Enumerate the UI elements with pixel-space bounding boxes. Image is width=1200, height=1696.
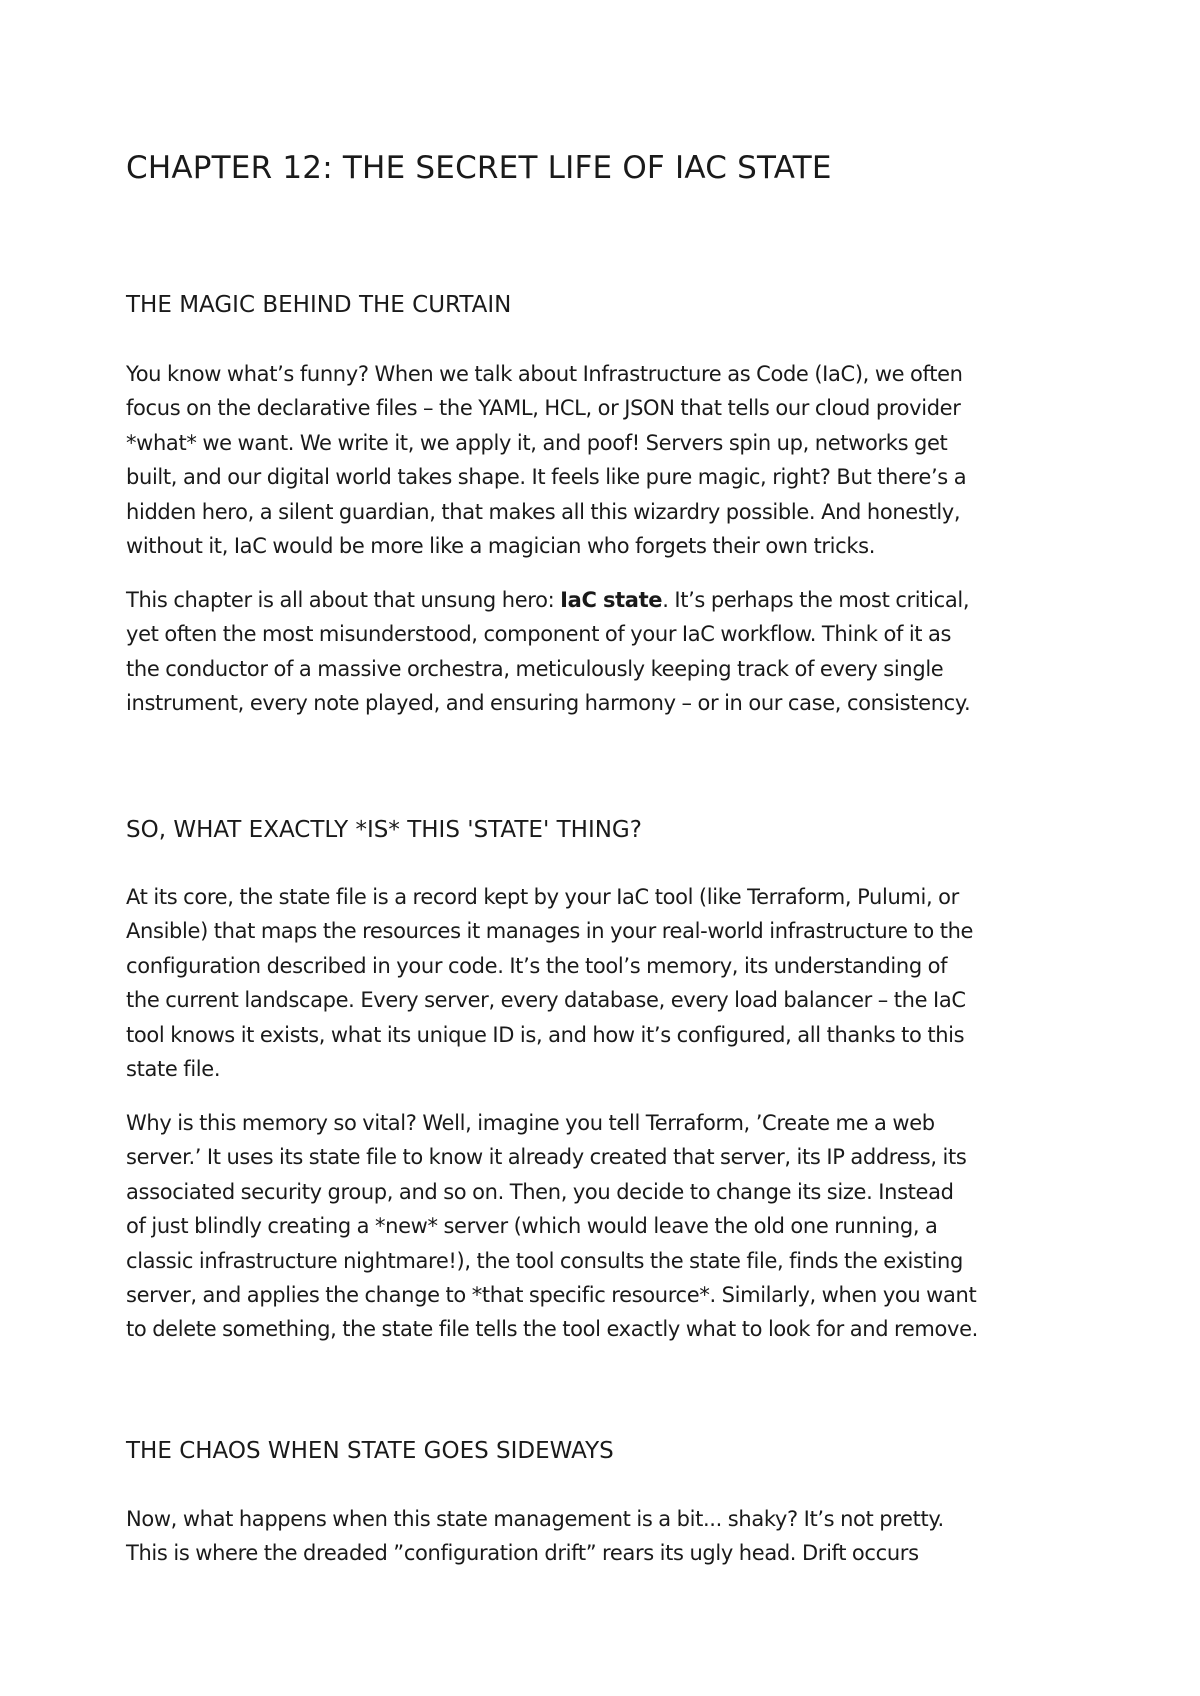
paragraph-line: server, and applies the change to *that specific resource*. Similarly, when you want bbox=[126, 1283, 977, 1308]
paragraph-unsung-hero bbox=[126, 583, 1086, 721]
paragraph-line: Why is this memory so vital? Well, imagine you tell Terraform, ’Create me a web bbox=[126, 1111, 935, 1135]
paragraph-line: instrument, every note played, and ensuring harmony – or in our case, consistency. bbox=[126, 691, 971, 716]
section-heading-what-is-state: SO, WHAT EXACTLY *IS* THIS 'STATE' THING? bbox=[126, 817, 642, 843]
paragraph-line: server.’ It uses its state file to know it already created that server, its IP address, its bbox=[126, 1145, 967, 1170]
paragraph-line: without it, IaC would be more like a magician who forgets their own tricks. bbox=[126, 534, 876, 559]
paragraph-line: focus on the declarative files – the YAML, HCL, or JSON that tells our cloud provider bbox=[126, 396, 961, 421]
paragraph-line: *what* we want. We write it, we apply it, and poof! Servers spin up, networks get bbox=[126, 430, 948, 455]
paragraph-line: configuration described in your code. It’s the tool’s memory, its understanding of bbox=[126, 953, 948, 978]
paragraph-line: the current landscape. Every server, every database, every load balancer – the IaC bbox=[126, 988, 966, 1013]
paragraph-line: to delete something, the state file tells the tool exactly what to look for and remove. bbox=[126, 1317, 978, 1342]
paragraph-line: state file. bbox=[126, 1057, 221, 1082]
section-heading-magic: THE MAGIC BEHIND THE CURTAIN bbox=[126, 292, 512, 318]
paragraph-line: hidden hero, a silent guardian, that makes all this wizardry possible. And honestly, bbox=[126, 499, 961, 524]
paragraph-line: built, and our digital world takes shape. It feels like pure magic, right? But there’s a bbox=[126, 465, 967, 490]
paragraph-line: Now, what happens when this state management is a bit... shaky? It’s not pretty. bbox=[126, 1507, 944, 1531]
paragraph-memory-vital bbox=[126, 1106, 1086, 1347]
paragraph-line: of just blindly creating a *new* server (which would leave the old one running, a bbox=[126, 1214, 938, 1239]
paragraph-line: yet often the most misunderstood, component of your IaC workflow. Think of it as bbox=[126, 622, 952, 647]
paragraph-intro bbox=[126, 357, 1086, 563]
text-run: This chapter is all about that unsung hero: bbox=[126, 588, 561, 612]
section-heading-chaos: THE CHAOS WHEN STATE GOES SIDEWAYS bbox=[126, 1438, 614, 1464]
paragraph-line: tool knows it exists, what its unique ID is, and how it’s configured, all thanks to this bbox=[126, 1022, 965, 1047]
text-run: . It’s perhaps the most critical, bbox=[662, 588, 970, 612]
paragraph-line: This is where the dreaded ”configuration drift” rears its ugly head. Drift occurs bbox=[126, 1541, 919, 1566]
bold-term-iac-state: IaC state bbox=[560, 588, 663, 612]
paragraph-drift bbox=[126, 1502, 1086, 1571]
paragraph-line: the conductor of a massive orchestra, meticulously keeping track of every single bbox=[126, 656, 944, 681]
paragraph-line: associated security group, and so on. Then, you decide to change its size. Instead bbox=[126, 1179, 954, 1204]
paragraph-line: At its core, the state file is a record kept by your IaC tool (like Terraform, Pulumi, or bbox=[126, 885, 959, 909]
paragraph-line bbox=[126, 583, 1086, 617]
paragraph-line: You know what’s funny? When we talk about Infrastructure as Code (IaC), we often bbox=[126, 362, 963, 386]
chapter-title: CHAPTER 12: THE SECRET LIFE OF IAC STATE bbox=[126, 150, 832, 186]
paragraph-line: classic infrastructure nightmare!), the tool consults the state file, finds the existing bbox=[126, 1248, 963, 1273]
paragraph-state-core bbox=[126, 880, 1086, 1086]
paragraph-line: Ansible) that maps the resources it manages in your real-world infrastructure to the bbox=[126, 919, 974, 944]
